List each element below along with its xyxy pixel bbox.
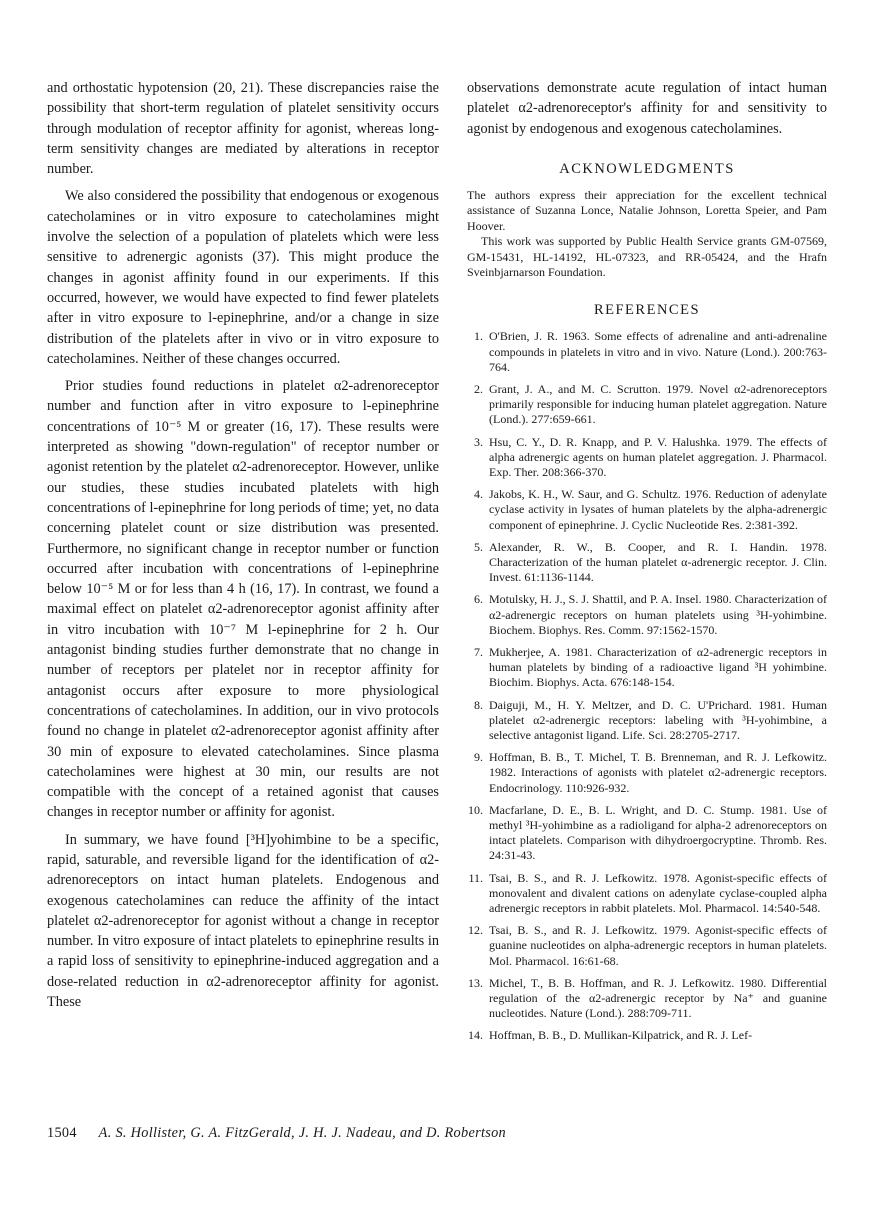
- reference-number: 14.: [468, 1028, 483, 1043]
- reference-text: Grant, J. A., and M. C. Scrutton. 1979. Novel α2-adrenoreceptors primarily responsible for inducing human platelet aggregation. Nature (Lond.). 277:659-661.: [489, 381, 827, 427]
- reference-number: 7.: [474, 644, 483, 659]
- reference-item: [467, 435, 827, 481]
- left-column: [47, 78, 439, 1019]
- reference-item: [467, 487, 827, 533]
- references-heading: REFERENCES: [593, 302, 701, 319]
- reference-number: 12.: [468, 923, 483, 938]
- paragraph: In summary, we have found [³H]yohimbine to be a specific, rapid, saturable, and reversible ligand for the identification of α2-adrenoreceptors on intact human platelets. Endogenous and exogenous catecholamines can reduce the affinity of the intact platelet α2-adrenoreceptor for agonist without a change in receptor number. In vitro exposure of intact platelets to epinephrine results in a rapid loss of sensitivity to epinephrine-induced aggregation and a dose-related reduction in α2-adrenoreceptor affinity for agonist. These: [47, 831, 439, 1011]
- reference-number: 5.: [474, 539, 483, 554]
- reference-text: O'Brien, J. R. 1963. Some effects of adrenaline and anti-adrenaline compounds in platelets in vitro and in vivo. Nature (Lond.). 200:763-764.: [489, 329, 827, 374]
- page-footer: [47, 1125, 827, 1142]
- reference-text: Tsai, B. S., and R. J. Lefkowitz. 1978. Agonist-specific effects of monovalent and divalent cations on adenylate cyclase-coupled alpha adrenergic receptors in rabbit platelets. Mol. Pharmacol. 14:540-548.: [489, 870, 827, 916]
- reference-number: 6.: [474, 592, 483, 607]
- reference-item: [467, 540, 827, 586]
- paragraph: We also considered the possibility that endogenous or exogenous catecholamines or in vitro exposure to catecholamines might involve the selection of a population of platelets which were less sensitive to adrenergic agonists (37). This might produce the changes in agonist affinity found in our experiments. If this occurred, however, we would have expected to find fewer platelets after in vitro exposure to l-epinephrine, and/or a change in size distribution of the platelets after in vivo or in vitro exposure to catecholamines. Neither of these changes occurred.: [47, 188, 439, 367]
- reference-number: 9.: [474, 750, 483, 765]
- reference-number: 2.: [474, 381, 483, 396]
- reference-text: Motulsky, H. J., S. J. Shattil, and P. A. Insel. 1980. Characterization of α2-adrenergic receptors on human platelets using ³H-yohimbine. Biochem. Biophys. Res. Comm. 97:1562-1570.: [489, 592, 827, 637]
- reference-item: [467, 645, 827, 691]
- reference-number: 8.: [474, 697, 483, 712]
- reference-number: 4.: [474, 487, 483, 502]
- paragraph: and orthostatic hypotension (20, 21). These discrepancies raise the possibility that short-term regulation of platelet sensitivity occurs through modulation of receptor affinity for agonist, whereas long-term sensitivity changes are mediated by alterations in receptor number.: [47, 80, 439, 178]
- paragraph: Prior studies found reductions in platelet α2-adrenoreceptor number and function after in vitro exposure to l-epinephrine concentrations of 10⁻⁵ M or greater (16, 17). These results were interpreted as showing "down-regulation" of receptor number or agonist retention by the platelet α2-adrenoreceptor. However, unlike our studies, these studies incubated platelets with high concentrations of l-epinephrine for long periods of time; yet, no data concerning platelet count or size distribution was presented. Furthermore, no significant change in receptor number or function occurred after incubation with concentrations of l-epinephrine below 10⁻⁵ M or for less than 4 h (16, 17). In contrast, we found a maximal effect on platelet α2-adrenoreceptor agonist affinity after in vitro incubation with 10⁻⁷ M l-epinephrine for 2 h. Our antagonist binding studies further demonstrate that no change in number of receptors per platelet nor in receptor affinity for antagonist occurs after exposure to more physiological concentrations of catecholamines. In addition, our in vivo protocols found no change in platelet α2-adrenoreceptor agonist affinity after 30 min of exposure to elevated catecholamines. Since plasma catecholamines were highest at 30 min, our results are not compatible with the concept of a retained agonist that causes changes in receptor number or affinity for agonist.: [47, 378, 439, 821]
- reference-text: Alexander, R. W., B. Cooper, and R. I. Handin. 1978. Characterization of the human platelet α-adrenergic receptor. J. Clin. Invest. 61:1136-1144.: [489, 539, 827, 585]
- page-number: 1504: [47, 1125, 77, 1141]
- reference-text: Daiguji, M., H. Y. Meltzer, and D. C. U'Prichard. 1981. Human platelet α2-adrenergic receptors: labeling with ³H-yohimbine, a selective antagonist ligand. Life. Sci. 28:2705-2717.: [489, 697, 827, 742]
- reference-item: [467, 750, 827, 796]
- reference-text: Hsu, C. Y., D. R. Knapp, and P. V. Halushka. 1979. The effects of alpha adrenergic agents on human platelet aggregation. J. Pharmacol. Exp. Ther. 208:366-370.: [489, 434, 827, 479]
- acknowledgment-text: This work was supported by Public Health Service grants GM-07569, GM-15431, HL-14192, HL-07323, and RR-05424, and the Hrafn Sveinbjarnarson Foundation.: [467, 234, 827, 279]
- reference-item: [467, 329, 827, 375]
- reference-item: [467, 923, 827, 969]
- reference-number: 3.: [474, 434, 483, 449]
- acknowledgment-text: The authors express their appreciation for the excellent technical assistance of Suzanna Lonce, Natalie Johnson, Loretta Speier, and Pam Hoover.: [467, 187, 827, 233]
- reference-number: 10.: [468, 802, 483, 817]
- reference-text: Jakobs, K. H., W. Saur, and G. Schultz. 1976. Reduction of adenylate cyclase activity in lysates of human platelets by the alpha-adrenergic component of epinephrine. J. Cyclic Nucleotide Res. 2:381-392.: [489, 487, 827, 532]
- reference-item: [467, 698, 827, 744]
- reference-list: [467, 329, 827, 1043]
- reference-item: [467, 592, 827, 638]
- reference-number: 13.: [468, 975, 483, 990]
- paragraph-continuation: observations demonstrate acute regulation of intact human platelet α2-adrenoreceptor's affinity for and sensitivity to agonist by endogenous and exogenous catecholamines.: [467, 80, 827, 137]
- reference-item: [467, 803, 827, 864]
- reference-item: [467, 1028, 827, 1043]
- right-column: [467, 78, 827, 1051]
- acknowledgments-heading: ACKNOWLEDGMENTS: [559, 160, 735, 177]
- reference-text: Macfarlane, D. E., B. L. Wright, and D. C. Stump. 1981. Use of methyl ³H-yohimbine as a radioligand for alpha-2 adrenoreceptors on intact platelets. Comparison with dihydroergocryptine. Thromb. Res. 24:31-43.: [489, 802, 827, 863]
- reference-item: [467, 871, 827, 917]
- reference-number: 11.: [468, 870, 483, 885]
- reference-text: Hoffman, B. B., T. Michel, T. B. Brenneman, and R. J. Lefkowitz. 1982. Interactions of agonists with platelet α2-adrenergic receptors. Endocrinology. 110:926-932.: [489, 750, 827, 795]
- reference-text: Michel, T., B. B. Hoffman, and R. J. Lefkowitz. 1980. Differential regulation of the α2-adrenergic receptor by Na⁺ and guanine nucleotides. Nature (Lond.). 288:709-711.: [489, 975, 827, 1021]
- reference-text: Mukherjee, A. 1981. Characterization of α2-adrenergic receptors in human platelets by binding of a radioactive ligand ³H yohimbine. Biochim. Biophys. Acta. 676:148-154.: [489, 644, 827, 690]
- reference-item: [467, 382, 827, 428]
- reference-number: 1.: [474, 329, 483, 344]
- running-authors: A. S. Hollister, G. A. FitzGerald, J. H. J. Nadeau, and D. Robertson: [98, 1125, 506, 1141]
- reference-item: [467, 976, 827, 1022]
- reference-text: Hoffman, B. B., D. Mullikan-Kilpatrick, and R. J. Lef-: [489, 1028, 753, 1043]
- reference-text: Tsai, B. S., and R. J. Lefkowitz. 1979. Agonist-specific effects of guanine nucleotides on alpha-adrenergic receptors in human platelets. Mol. Pharmacol. 16:61-68.: [489, 923, 827, 968]
